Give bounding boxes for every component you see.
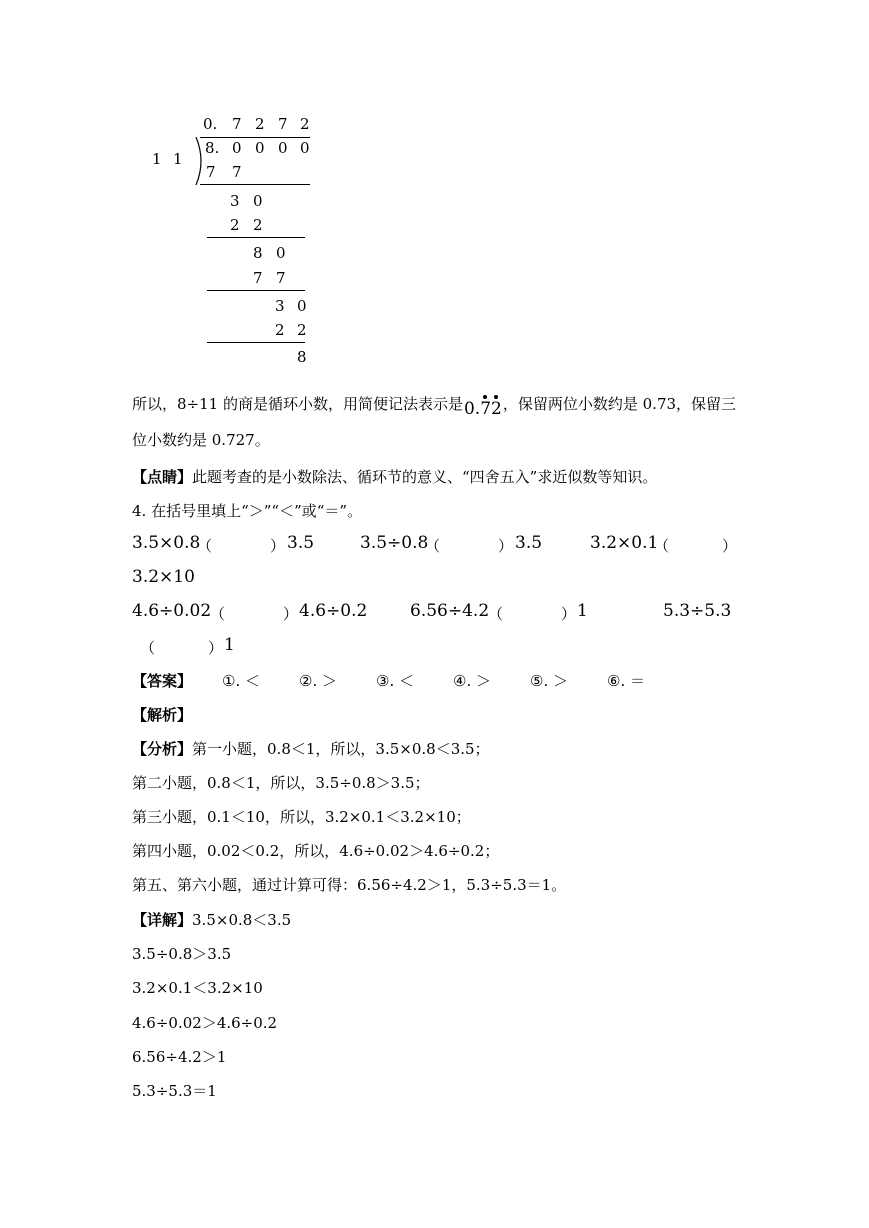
step-digit: 2 [230,216,240,234]
detail-line-3: 3.2×0.1＜3.2×10 [132,979,263,997]
question-title: 4. 在括号里填上“＞”“＜”或“＝”。 [132,502,363,520]
step-line [207,342,305,343]
repeating-digit: 7 [480,399,491,419]
step-digit: 7 [206,163,216,181]
step-digit: 0 [253,192,263,210]
analysis-sub-label: 【分析】 [132,740,193,758]
detail-line-2: 3.5÷0.8＞3.5 [132,945,232,963]
dividend-digit: 8. [205,139,220,157]
answer-blank-2[interactable] [441,533,496,553]
paren-open: （ [140,639,156,657]
quotient-digit: 7 [278,115,288,133]
paren-close: ） [208,639,224,657]
expr-left-3: 3.2×0.1 [590,533,659,553]
expr-right-6: 1 [224,635,235,655]
detail-line-6: 5.3÷5.3＝1 [132,1082,217,1100]
tip-text: 此题考查的是小数除法、循环节的意义、“四舍五入”求近似数等知识。 [192,468,658,486]
paren-close: ） [561,605,577,623]
step-digit: 2 [297,321,307,339]
paren-open: （ [654,537,670,555]
step-digit: 8 [253,244,263,262]
analysis-label: 【解析】 [132,706,193,724]
step-digit: 8 [297,348,307,366]
step-digit: 7 [253,269,263,287]
quotient-digit: 7 [232,115,242,133]
answer-blank-3[interactable] [670,533,720,553]
dividend-digit: 0 [300,139,310,157]
answer-item: ②. ＞ [299,672,337,690]
expr-right-4: 4.6÷0.2 [299,601,368,621]
answer-line [132,670,192,691]
analysis-line-4: 第四小题，0.02＜0.2，所以，4.6÷0.02＞4.6÷0.2； [132,842,500,860]
expr-right-2: 3.5 [515,533,543,553]
expr-right-5: 1 [577,601,588,621]
step-digit: 0 [276,244,286,262]
detail-line-4: 4.6÷0.02＞4.6÷0.2 [132,1014,278,1032]
dividend-digit: 0 [232,139,242,157]
conclusion-line-2: 位小数约是 0.727。 [132,431,270,449]
tip-label: 【点睛】 [132,468,193,486]
step-digit: 3 [275,297,285,315]
conclusion-text-after: ，保留两位小数约是 0.73，保留三 [502,395,737,413]
paren-open: （ [210,605,226,623]
expr-left-4: 4.6÷0.02 [132,601,212,621]
expr-right-3: 3.2×10 [132,567,195,587]
expr-left-1: 3.5×0.8 [132,533,201,553]
division-bracket [192,137,206,185]
answer-item: ⑤. ＞ [530,672,568,690]
conclusion-text-before: 所以，8÷11 的商是循环小数，用简便记法表示是 [132,395,463,413]
answer-item: ①. ＜ [222,672,260,690]
expr-right-1: 3.5 [287,533,315,553]
detail-line-5: 6.56÷4.2＞1 [132,1048,227,1066]
answer-blank-1[interactable] [213,533,268,553]
expr-left-5: 6.56÷4.2 [410,601,490,621]
analysis-line-2: 第二小题，0.8＜1，所以，3.5÷0.8＞3.5； [132,774,430,792]
repeating-digit: 2 [491,399,502,419]
dividend-digit: 0 [255,139,265,157]
step-line [207,237,305,238]
quotient-digit: 0. [203,115,218,133]
analysis-line-1: 【分析】第一小题，0.8＜1，所以，3.5×0.8＜3.5； [132,740,490,758]
tip-line [132,466,657,487]
paren-open: （ [197,537,213,555]
analysis-line-3: 第三小题，0.1＜10，所以，3.2×0.1＜3.2×10； [132,808,471,826]
analysis-line-5: 第五、第六小题，通过计算可得：6.56÷4.2＞1，5.3÷5.3＝1。 [132,876,567,894]
detail-line-1: 【详解】3.5×0.8＜3.5 [132,911,292,929]
quotient-digit: 2 [300,115,310,133]
paren-open: （ [488,605,504,623]
answer-blank-4[interactable] [226,601,281,621]
answer-item: ⑥. ＝ [607,672,645,690]
divisor-digit: 1 [152,150,162,168]
expr-left-6: 5.3÷5.3 [663,601,732,621]
answer-item: ④. ＞ [453,672,491,690]
step-digit: 3 [230,192,240,210]
paren-close: ） [498,537,514,555]
expr-left-2: 3.5÷0.8 [360,533,429,553]
answer-blank-6[interactable] [156,635,206,655]
step-digit: 7 [276,269,286,287]
repeating-decimal [464,399,502,419]
repeating-whole: 0. [463,399,481,419]
answer-blank-5[interactable] [504,601,559,621]
step-digit: 7 [232,163,242,181]
step-digit: 2 [253,216,263,234]
quotient-digit: 2 [255,115,265,133]
conclusion-line-1 [132,393,737,419]
step-line [200,184,310,185]
answer-label: 【答案】 [132,672,193,690]
step-digit: 2 [275,321,285,339]
detail-label: 【详解】 [132,911,193,929]
dividend-digit: 0 [278,139,288,157]
divisor-digit: 1 [173,150,183,168]
paren-open: （ [425,537,441,555]
step-digit: 0 [297,297,307,315]
paren-close: ） [270,537,286,555]
step-line [207,290,305,291]
division-bar [200,137,310,138]
answer-item: ③. ＜ [376,672,414,690]
paren-close: ） [722,537,738,555]
paren-close: ） [283,605,299,623]
